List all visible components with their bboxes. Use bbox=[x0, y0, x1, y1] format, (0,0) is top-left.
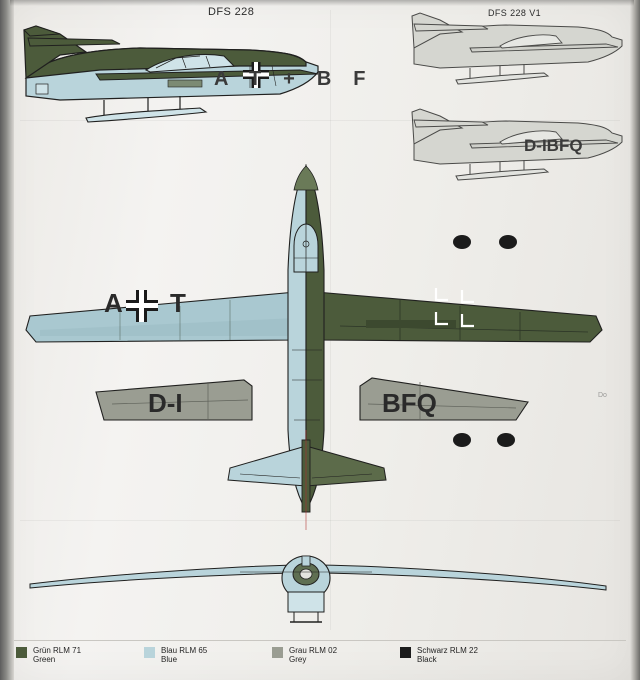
legend-label-black-de: Schwarz RLM 22 bbox=[417, 646, 478, 655]
title-left: DFS 228 bbox=[208, 6, 255, 18]
color-legend bbox=[16, 646, 616, 664]
side-view-registration-v1: D-IBFQ bbox=[524, 136, 583, 155]
legend-label-green-en: Green bbox=[33, 655, 56, 665]
swatch-green bbox=[16, 647, 27, 658]
side-view-registration-left: AT+BF bbox=[214, 68, 388, 90]
top-view-code-right: T bbox=[170, 288, 186, 318]
top-view-code-left: A bbox=[104, 288, 123, 318]
underside-wing-left-code: D-I bbox=[148, 388, 183, 418]
swatch-blue bbox=[144, 647, 155, 658]
margin-note: Do bbox=[598, 392, 607, 399]
side-view-v1-registration bbox=[412, 109, 622, 180]
legend-label-black-en: Black bbox=[417, 655, 437, 665]
legend-label-grey-en: Grey bbox=[289, 655, 307, 665]
swatch-black bbox=[400, 647, 411, 658]
legend-item-black bbox=[400, 646, 528, 664]
legend-label-blue-en: Blue bbox=[161, 655, 178, 665]
legend-label-grey-de: Grau RLM 02 bbox=[289, 646, 338, 655]
side-view-v1-plain bbox=[412, 13, 622, 84]
legend-divider bbox=[14, 640, 626, 641]
legend-item-blue bbox=[144, 646, 272, 664]
legend-item-green bbox=[16, 646, 144, 664]
front-view bbox=[30, 556, 606, 622]
swatch-grey bbox=[272, 647, 283, 658]
legend-label-green-de: Grün RLM 71 bbox=[33, 646, 82, 655]
top-view-camouflaged bbox=[26, 166, 602, 530]
legend-label-blue-de: Blau RLM 65 bbox=[161, 646, 208, 655]
underside-wing-right-code: BFQ bbox=[382, 388, 437, 418]
legend-item-grey bbox=[272, 646, 400, 664]
title-right: DFS 228 V1 bbox=[488, 8, 542, 18]
